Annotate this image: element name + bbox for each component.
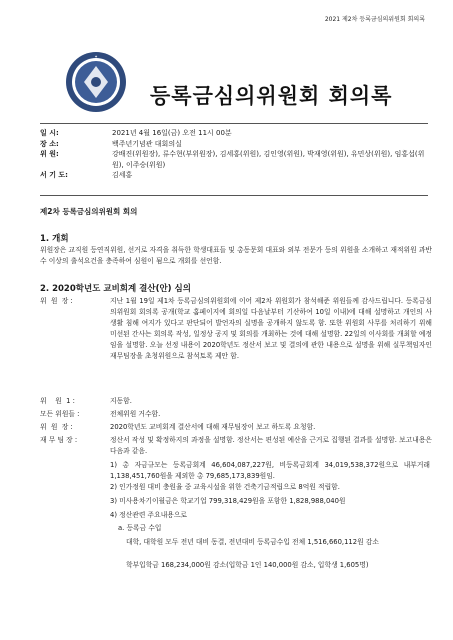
speaker-name: 위 원 장 : [40, 423, 73, 431]
section-heading-settlement: 2. 2020학년도 교비회계 결산(안) 심의 [40, 284, 191, 294]
info-value: 2021년 4월 16일(금) 오전 11시 00분 [112, 129, 232, 137]
speaker-name: 재 무 팀 장 : [40, 436, 78, 444]
speaker-row-all [40, 409, 432, 420]
subitem-tuition-text-2: 학부입학금 168,234,000원 감소(입학금 1인 140,000원 감소, 입학생 1,605명) [126, 561, 369, 569]
info-label: 서 기 도: [40, 171, 68, 179]
speaker-text: 전체위원 거수함. [110, 410, 161, 418]
meeting-title: 제2차 등록금심의위원회 회의 [40, 207, 138, 216]
speaker-row-chair-2 [40, 422, 432, 433]
speaker-row-member1 [40, 396, 432, 407]
speaker-row-treasurer [40, 435, 432, 457]
info-row-secretary [40, 170, 430, 181]
settlement-item-3: 3) 미사용차기이월금은 학교기업 799,318,429원을 포함한 1,828,988,040원 [110, 497, 346, 505]
speaker-name: 모든 위원들 : [40, 410, 80, 418]
speaker-name: 위 원 1 : [40, 397, 75, 405]
settlement-item-1: 1) 총 자금규모는 등록금회계 46,604,087,227원, 비등록금회계 34,019,538,372원으로 내부거래 1,138,451,760원을 제외한 총 79,685,173,839원임. [110, 461, 430, 480]
speaker-name: 위 원 장 : [40, 297, 73, 305]
university-seal-logo [64, 50, 128, 114]
settlement-item-4: 4) 정산관련 주요내용으로 [110, 511, 187, 519]
speaker-text: 지동함. [110, 397, 132, 405]
speaker-row-chair [40, 296, 432, 362]
info-row-date [40, 128, 430, 139]
info-value: 강배진(위원장), 류수현(부위원장), 김세홍(위원), 김인영(위원), 박재영(위원), 유민상(위원), 임홍섭(위원), 이주승(위원) [112, 150, 425, 169]
info-label: 위 원: [40, 150, 59, 158]
info-label: 일 시: [40, 129, 59, 137]
info-value: 백주년기념관 대회의실 [112, 139, 182, 148]
subitem-tuition-text: 대학, 대학원 모두 전년 대비 동결, 전년대비 등록금수입 전체 1,516,660,112원 감소 [126, 538, 379, 546]
settlement-item-2: 2) 인가정원 대비 충원율 중 교육시설을 위한 건축기금적립으로 8억원 적립함. [110, 483, 340, 491]
subitem-tuition-heading: a. 등록금 수입 [118, 524, 162, 532]
speaker-text: 정산서 작성 및 확정하지의 과정을 설명함. 정산서는 편성된 예산을 근거로 집행된 결과를 설명함. 보고내용은 다음과 같음. [110, 436, 432, 455]
speaker-text: 2020학년도 교비회계 결산서에 대해 재무팀장이 보고 하도록 요청함. [110, 423, 316, 431]
svg-text:✦: ✦ [94, 54, 98, 59]
document-header: 2021 제2차 등록금심의위원회 회의록 [324, 16, 425, 23]
speaker-text: 지난 1월 19일 제1차 등록금심의위원회에 이어 제2차 위원회가 참석해준 위원들께 감사드립니다. 등록금심의위원회 회의록 공개(학교 홈페이지에 회의일 다음날부터 기산하여 10일 이내)에 대해 설명하고 개인의 사생활 침해 여지가 있다고 판단되어 발언자의 실명을 공개하지 않도록 함. 또한 위원회 사무를 처리하기 위해 미선된 간사는 회의록 작성, 일정상 공지 및 회의를 개최하는 것에 대해 설명함. 22일의 이사회를 개최할 예정임을 설명함. 오늘 선정 내용이 2020학년도 정산서 보고 및 결의에 관한 내용으로 설명을 위해 실무책임자인 재무팀장을 초청위원으로 참석토록 제안 함. [110, 297, 432, 360]
document-title: 등록금심의위원회 회의록 [150, 84, 393, 108]
divider-top [40, 123, 428, 124]
info-row-members [40, 149, 430, 170]
divider-bottom [40, 195, 428, 196]
info-row-place [40, 139, 430, 150]
info-value: 김세홍 [112, 171, 133, 179]
meeting-info [40, 128, 430, 181]
section-text-opening: 위원장은 교직원 등연직위원, 선거로 자격을 취득한 학생대표들 및 총동문회 대표와 외부 전문가 등의 위원을 소개하고 재적위원 과반수 이상의 출석요건을 충족하여 심원이 됨으로 개회를 선언함. [40, 246, 432, 265]
section-heading-opening: 1. 개회 [40, 234, 69, 244]
info-label: 장 소: [40, 139, 59, 148]
